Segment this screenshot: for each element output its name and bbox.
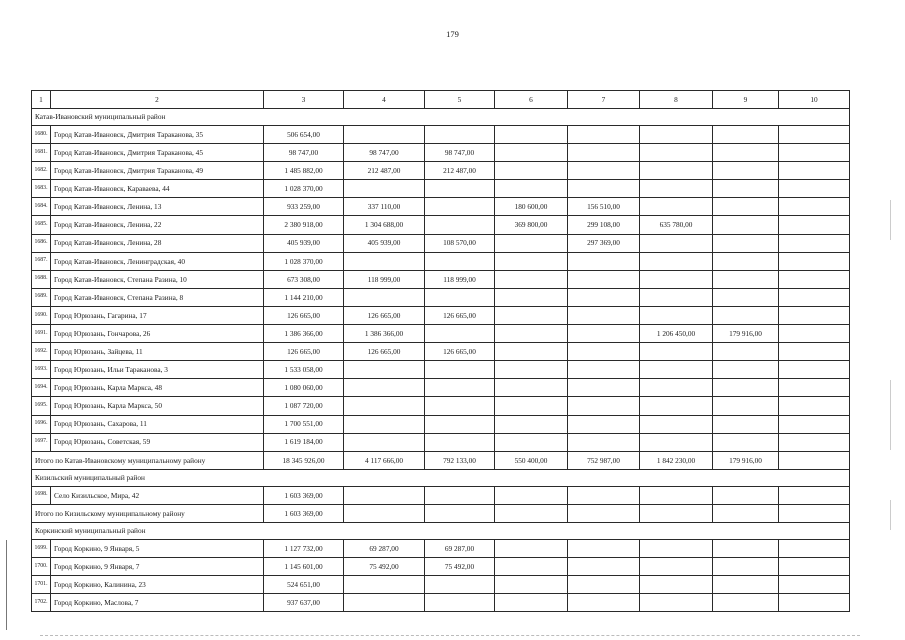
value-cell [495,234,568,252]
value-cell [779,343,850,361]
table-row [32,270,850,288]
row-number: 1690. [32,306,51,324]
value-cell: 126 665,00 [264,306,344,324]
table-row [32,343,850,361]
address-cell: Город Катав-Ивановск, Караваева, 44 [51,180,264,198]
value-cell [495,539,568,557]
address-cell: Город Юрюзань, Карла Маркса, 50 [51,397,264,415]
value-cell [640,361,713,379]
value-cell [495,252,568,270]
address-cell: Город Юрюзань, Сахарова, 11 [51,415,264,433]
table-row [32,576,850,594]
value-cell [779,288,850,306]
value-cell [713,433,779,451]
value-cell [495,558,568,576]
value-cell [779,558,850,576]
table-row [32,361,850,379]
value-cell: 297 369,00 [568,234,640,252]
value-cell [713,415,779,433]
column-header: 1 [32,91,51,109]
value-cell [425,379,495,397]
value-cell: 1 619 184,00 [264,433,344,451]
value-cell [779,198,850,216]
address-cell: Город Катав-Ивановск, Дмитрия Тараканова, 49 [51,162,264,180]
value-cell [779,126,850,144]
value-cell [568,379,640,397]
value-cell: 1 304 688,00 [344,216,425,234]
budget-table [31,90,850,612]
total-value-cell: 550 400,00 [495,451,568,469]
address-cell: Город Коркино, Маслова, 7 [51,594,264,612]
value-cell [779,252,850,270]
table-row [32,144,850,162]
value-cell [640,288,713,306]
value-cell: 126 665,00 [425,343,495,361]
column-header: 8 [640,91,713,109]
value-cell [495,433,568,451]
value-cell [568,306,640,324]
table-row [32,198,850,216]
value-cell [344,576,425,594]
value-cell [640,558,713,576]
value-cell [568,594,640,612]
value-cell [779,594,850,612]
table-body [32,91,850,612]
budget-table-container [31,90,849,612]
address-cell: Город Коркино, 9 Января, 7 [51,558,264,576]
value-cell: 1 206 450,00 [640,325,713,343]
value-cell [568,144,640,162]
column-header: 3 [264,91,344,109]
value-cell: 126 665,00 [344,306,425,324]
table-row [32,288,850,306]
value-cell: 1 144 210,00 [264,288,344,306]
address-cell: Город Катав-Ивановск, Дмитрия Тараканова, 35 [51,126,264,144]
value-cell [713,198,779,216]
address-cell: Город Юрюзань, Советская, 59 [51,433,264,451]
value-cell [713,379,779,397]
value-cell [425,198,495,216]
value-cell: 337 110,00 [344,198,425,216]
value-cell [568,539,640,557]
value-cell [640,594,713,612]
table-row [32,162,850,180]
address-cell: Город Юрюзань, Зайцева, 11 [51,343,264,361]
value-cell: 506 654,00 [264,126,344,144]
value-cell [779,415,850,433]
value-cell: 179 916,00 [713,325,779,343]
value-cell [495,486,568,504]
total-value-cell [344,504,425,522]
value-cell: 1 603 369,00 [264,486,344,504]
total-value-cell [640,504,713,522]
district-name: Коркинский муниципальный район [32,522,850,539]
value-cell [425,252,495,270]
value-cell [425,361,495,379]
value-cell [779,162,850,180]
total-value-cell: 18 345 926,00 [264,451,344,469]
value-cell [344,126,425,144]
address-cell: Село Кизильское, Мира, 42 [51,486,264,504]
row-number: 1693. [32,361,51,379]
value-cell [568,415,640,433]
table-row [32,216,850,234]
value-cell [640,576,713,594]
value-cell [713,306,779,324]
row-number: 1684. [32,198,51,216]
row-number: 1699. [32,539,51,557]
value-cell: 1 700 551,00 [264,415,344,433]
total-value-cell [713,504,779,522]
value-cell [640,198,713,216]
value-cell: 75 492,00 [344,558,425,576]
row-number: 1697. [32,433,51,451]
value-cell [495,361,568,379]
value-cell [425,486,495,504]
column-header: 5 [425,91,495,109]
value-cell [713,539,779,557]
value-cell [344,252,425,270]
value-cell: 524 651,00 [264,576,344,594]
value-cell: 98 747,00 [264,144,344,162]
value-cell: 1 386 366,00 [264,325,344,343]
address-cell: Город Катав-Ивановск, Дмитрия Тараканова, 45 [51,144,264,162]
value-cell: 933 259,00 [264,198,344,216]
value-cell: 212 487,00 [344,162,425,180]
value-cell [495,594,568,612]
value-cell [640,433,713,451]
value-cell: 1 028 370,00 [264,180,344,198]
value-cell [568,361,640,379]
value-cell [640,415,713,433]
value-cell [568,162,640,180]
address-cell: Город Катав-Ивановск, Ленина, 13 [51,198,264,216]
value-cell [713,288,779,306]
value-cell: 369 800,00 [495,216,568,234]
value-cell: 635 780,00 [640,216,713,234]
value-cell: 126 665,00 [264,343,344,361]
row-number: 1688. [32,270,51,288]
value-cell [568,325,640,343]
value-cell [779,433,850,451]
value-cell [568,433,640,451]
row-number: 1695. [32,397,51,415]
value-cell [425,180,495,198]
address-cell: Город Юрюзань, Гончарова, 26 [51,325,264,343]
column-header: 2 [51,91,264,109]
district-row [32,469,850,486]
value-cell [713,576,779,594]
value-cell [779,306,850,324]
value-cell [640,180,713,198]
district-name: Кизильский муниципальный район [32,469,850,486]
row-number: 1698. [32,486,51,504]
value-cell: 405 939,00 [264,234,344,252]
value-cell [713,144,779,162]
row-number: 1702. [32,594,51,612]
table-row [32,594,850,612]
value-cell [640,234,713,252]
table-row [32,397,850,415]
table-row [32,252,850,270]
value-cell: 98 747,00 [425,144,495,162]
total-row [32,451,850,469]
value-cell [640,343,713,361]
value-cell [425,415,495,433]
table-row [32,415,850,433]
value-cell: 212 487,00 [425,162,495,180]
row-number: 1701. [32,576,51,594]
table-row [32,486,850,504]
value-cell [713,216,779,234]
table-row [32,126,850,144]
value-cell [568,252,640,270]
row-number: 1682. [32,162,51,180]
value-cell: 937 637,00 [264,594,344,612]
scan-bottom-line [40,635,860,637]
value-cell [779,216,850,234]
value-cell [568,343,640,361]
table-row [32,234,850,252]
total-value-cell: 792 133,00 [425,451,495,469]
value-cell: 126 665,00 [344,343,425,361]
value-cell [495,270,568,288]
address-cell: Город Катав-Ивановск, Ленина, 28 [51,234,264,252]
header-row [32,91,850,109]
value-cell [640,270,713,288]
value-cell: 126 665,00 [425,306,495,324]
value-cell: 75 492,00 [425,558,495,576]
value-cell [344,486,425,504]
value-cell [425,594,495,612]
value-cell [779,180,850,198]
row-number: 1686. [32,234,51,252]
value-cell [568,558,640,576]
value-cell [779,234,850,252]
total-value-cell [568,504,640,522]
value-cell: 1 533 058,00 [264,361,344,379]
row-number: 1685. [32,216,51,234]
value-cell [425,397,495,415]
address-cell: Город Юрюзань, Ильи Тараканова, 3 [51,361,264,379]
value-cell: 1 485 882,00 [264,162,344,180]
value-cell [713,270,779,288]
value-cell [495,288,568,306]
row-number: 1692. [32,343,51,361]
value-cell: 1 127 732,00 [264,539,344,557]
row-number: 1700. [32,558,51,576]
total-value-cell: 1 842 230,00 [640,451,713,469]
value-cell [640,162,713,180]
value-cell [713,558,779,576]
table-row [32,306,850,324]
value-cell [779,325,850,343]
total-row [32,504,850,522]
value-cell [568,397,640,415]
table-row [32,180,850,198]
value-cell [344,361,425,379]
value-cell: 156 510,00 [568,198,640,216]
value-cell: 118 999,00 [344,270,425,288]
column-header: 9 [713,91,779,109]
value-cell: 1 080 060,00 [264,379,344,397]
value-cell: 180 600,00 [495,198,568,216]
total-value-cell [495,504,568,522]
value-cell [495,126,568,144]
table-row [32,379,850,397]
row-number: 1687. [32,252,51,270]
address-cell: Город Коркино, Калинина, 23 [51,576,264,594]
table-row [32,325,850,343]
value-cell [568,576,640,594]
value-cell [779,144,850,162]
total-value-cell: 752 987,00 [568,451,640,469]
value-cell [713,162,779,180]
row-number: 1680. [32,126,51,144]
value-cell [713,594,779,612]
page-number: 179 [446,29,459,39]
address-cell: Город Катав-Ивановск, Степана Разина, 8 [51,288,264,306]
value-cell [713,180,779,198]
value-cell: 1 145 601,00 [264,558,344,576]
value-cell [425,433,495,451]
address-cell: Город Юрюзань, Гагарина, 17 [51,306,264,324]
row-number: 1689. [32,288,51,306]
value-cell [568,288,640,306]
value-cell: 98 747,00 [344,144,425,162]
district-name: Катав-Ивановский муниципальный район [32,109,850,126]
scan-margin-line [6,540,7,630]
value-cell [568,486,640,504]
row-number: 1683. [32,180,51,198]
value-cell [344,397,425,415]
column-header: 4 [344,91,425,109]
value-cell [568,180,640,198]
value-cell [495,343,568,361]
value-cell [713,126,779,144]
row-number: 1694. [32,379,51,397]
value-cell [425,216,495,234]
value-cell [640,144,713,162]
table-row [32,558,850,576]
value-cell [344,415,425,433]
value-cell: 2 380 918,00 [264,216,344,234]
value-cell [495,379,568,397]
value-cell [713,361,779,379]
value-cell: 1 028 370,00 [264,252,344,270]
scan-artifact [890,200,891,240]
column-header: 10 [779,91,850,109]
value-cell [495,415,568,433]
value-cell [495,576,568,594]
value-cell [495,325,568,343]
value-cell [713,343,779,361]
total-value-cell [779,504,850,522]
value-cell [779,379,850,397]
value-cell [779,539,850,557]
value-cell [640,126,713,144]
value-cell [568,270,640,288]
value-cell [640,397,713,415]
value-cell [640,539,713,557]
value-cell [344,594,425,612]
value-cell [344,180,425,198]
district-row [32,109,850,126]
value-cell [425,576,495,594]
value-cell [495,162,568,180]
value-cell: 118 999,00 [425,270,495,288]
value-cell [495,306,568,324]
scan-artifact [890,380,891,450]
value-cell [425,325,495,343]
value-cell [640,486,713,504]
table-row [32,433,850,451]
total-value-cell: 4 117 666,00 [344,451,425,469]
total-value-cell: 179 916,00 [713,451,779,469]
district-row [32,522,850,539]
value-cell [779,486,850,504]
address-cell: Город Катав-Ивановск, Степана Разина, 10 [51,270,264,288]
value-cell [713,397,779,415]
address-cell: Город Катав-Ивановск, Ленинградская, 40 [51,252,264,270]
value-cell [344,288,425,306]
value-cell [495,397,568,415]
value-cell: 69 287,00 [344,539,425,557]
value-cell [779,270,850,288]
value-cell [640,252,713,270]
table-row [32,539,850,557]
value-cell [495,180,568,198]
value-cell [713,234,779,252]
value-cell: 69 287,00 [425,539,495,557]
address-cell: Город Юрюзань, Карла Маркса, 48 [51,379,264,397]
value-cell: 108 570,00 [425,234,495,252]
value-cell [713,252,779,270]
value-cell [568,126,640,144]
scan-artifact [890,500,891,530]
total-value-cell [779,451,850,469]
value-cell [425,126,495,144]
value-cell [344,433,425,451]
value-cell [495,144,568,162]
row-number: 1691. [32,325,51,343]
column-header: 7 [568,91,640,109]
value-cell: 673 308,00 [264,270,344,288]
total-value-cell [425,504,495,522]
row-number: 1681. [32,144,51,162]
value-cell [779,397,850,415]
value-cell [713,486,779,504]
value-cell [640,306,713,324]
value-cell [344,379,425,397]
value-cell [640,379,713,397]
total-label: Итого по Кизильскому муниципальному району [32,504,264,522]
column-header: 6 [495,91,568,109]
value-cell [779,576,850,594]
value-cell [779,361,850,379]
total-value-cell: 1 603 369,00 [264,504,344,522]
value-cell: 1 087 720,00 [264,397,344,415]
address-cell: Город Катав-Ивановск, Ленина, 22 [51,216,264,234]
value-cell [425,288,495,306]
total-label: Итого по Катав-Ивановскому муниципальному району [32,451,264,469]
row-number: 1696. [32,415,51,433]
address-cell: Город Коркино, 9 Января, 5 [51,539,264,557]
value-cell: 405 939,00 [344,234,425,252]
value-cell: 1 386 366,00 [344,325,425,343]
value-cell: 299 108,00 [568,216,640,234]
